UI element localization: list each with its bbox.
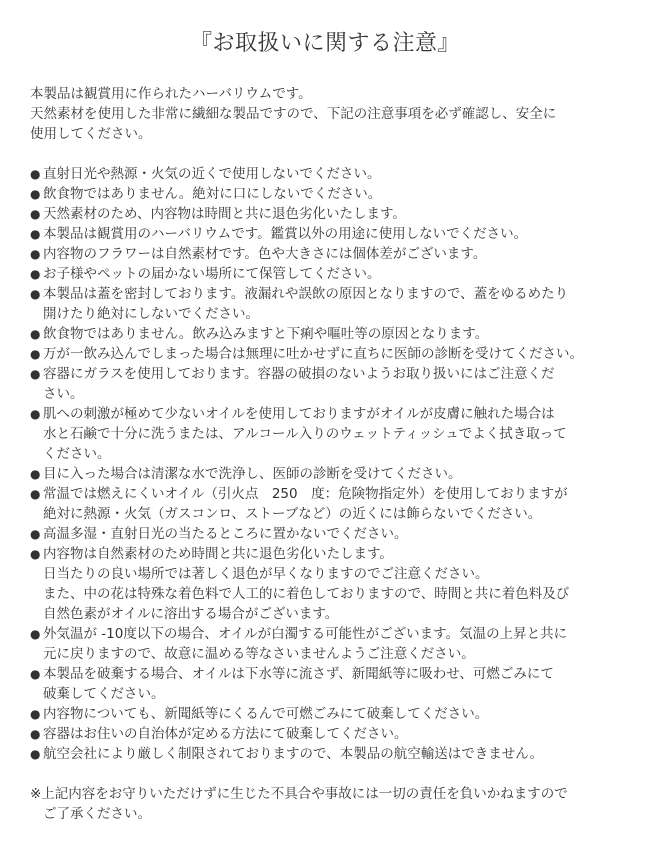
caution-text [43,744,620,764]
caution-item [30,284,620,324]
caution-line: 内容物のフラワーは自然素材です。色や大きさには個体差がございます。 [43,246,487,262]
caution-line: 水と石鹸で十分に洗うまたは、アルコール入りのウェットティッシュでよく拭き取って [43,426,567,442]
caution-line: 外気温が -10度以下の場合、オイルが白濁する可能性がございます。気温の上昇と共に [43,626,568,642]
caution-line: 肌への刺激が極めて少ないオイルを使用しておりますがオイルが皮膚に触れた場合は [43,406,555,422]
caution-item [30,264,620,284]
caution-text [43,264,620,284]
caution-text [43,184,620,204]
intro-paragraph [30,84,620,144]
bullet-icon: ● [30,747,41,761]
caution-item [30,184,620,204]
caution-text [43,704,620,724]
caution-line: 容器にガラスを使用しております。容器の破損のないようお取り扱いにはご注意くだ [43,366,555,382]
caution-line: さい。 [43,386,84,402]
caution-item [30,244,620,264]
caution-line: 目に入った場合は清潔な水で洗浄し、医師の診断を受けてください。 [43,466,462,482]
caution-line: 元に戻りますので、故意に温める等なさいませんようご注意ください。 [43,646,475,662]
disclaimer-line: ※上記内容をお守りいただけずに生じた不具合や事故には一切の責任を負いかねますので [30,786,568,802]
caution-item [30,324,620,344]
bullet-icon: ● [30,547,41,561]
caution-line: 本製品は観賞用のハーバリウムです。鑑賞以外の用途に使用しないでください。 [43,226,528,242]
caution-line: 破棄してください。 [43,686,165,702]
caution-line: 本製品は蓋を密封しております。液漏れや誤飲の原因となりますので、蓋をゆるめたり [43,286,569,302]
intro-line: 使用してください。 [30,126,152,142]
bullet-icon: ● [30,407,41,421]
intro-line: 天然素材を使用した非常に繊細な製品ですので、下記の注意事項を必ず確認し、安全に [30,106,557,122]
caution-line: 高温多湿・直射日光の当たるところに置かないでください。 [43,526,408,542]
bullet-icon: ● [30,487,41,501]
caution-item [30,404,620,464]
caution-item [30,464,620,484]
caution-item [30,544,620,624]
bullet-icon: ● [30,627,41,641]
caution-text [43,524,620,544]
caution-text [43,484,620,524]
intro-line: 本製品は観賞用に作られたハーバリウムです。 [30,86,312,102]
bullet-icon: ● [30,347,41,361]
bullet-icon: ● [30,667,41,681]
bullet-icon: ● [30,187,41,201]
caution-line: 常温では燃えにくいオイル（引火点 250 度：危険物指定外）を使用しておりますが [43,486,568,502]
bullet-icon: ● [30,727,41,741]
caution-line: 万が一飲み込んでしまった場合は無理に吐かせずに直ちに医師の診断を受けてください。 [43,346,583,362]
caution-text [43,404,620,464]
bullet-icon: ● [30,227,41,241]
caution-text [43,664,620,704]
bullet-icon: ● [30,467,41,481]
caution-text [43,724,620,744]
caution-line: 飲食物ではありません。絶対に口にしないでください。 [43,186,382,202]
caution-line: 本製品を破棄する場合、オイルは下水等に流さず、新聞紙等に吸わせ、可燃ごみにて [43,666,554,682]
caution-text [43,464,620,484]
caution-text [43,204,620,224]
caution-list [30,164,620,764]
caution-text [43,284,620,324]
bullet-icon: ● [30,267,41,281]
caution-line: 絶対に熱源・火気（ガスコンロ、ストーブなど）の近くには飾らないでください。 [43,506,542,522]
caution-line: ください。 [43,446,111,462]
caution-item [30,364,620,404]
caution-line: 天然素材のため、内容物は時間と共に退色劣化いたします。 [43,206,406,222]
caution-item [30,484,620,524]
caution-item [30,704,620,724]
caution-line: 内容物は自然素材のため時間と共に退色劣化いたします。 [43,546,393,562]
caution-text [43,364,620,404]
caution-text [43,344,620,364]
bullet-icon: ● [30,367,41,381]
caution-item [30,624,620,664]
caution-item [30,224,620,244]
caution-text [43,224,620,244]
bullet-icon: ● [30,167,41,181]
caution-text [43,324,620,344]
caution-line: 直射日光や熱源・火気の近くで使用しないでください。 [43,166,381,182]
caution-line: また、中の花は特殊な着色料で人工的に着色しておりますので、時間と共に着色料及び [43,586,570,602]
bullet-icon: ● [30,707,41,721]
caution-text [43,244,620,264]
page-title: 『お取扱いに関する注意』 [189,31,460,56]
bullet-icon: ● [30,247,41,261]
caution-text [43,164,620,184]
caution-item [30,204,620,224]
caution-line: 飲食物ではありません。飲み込みますと下痢や嘔吐等の原因となります。 [43,326,489,342]
caution-item [30,664,620,704]
caution-item [30,744,620,764]
caution-line: お子様やペットの届かない場所にて保管してください。 [43,266,381,282]
caution-text [43,544,620,624]
disclaimer [30,784,620,824]
bullet-icon: ● [30,207,41,221]
disclaimer-line: ご了承ください。 [43,806,151,822]
caution-line: 自然色素がオイルに溶出する場合がございます。 [43,606,339,622]
caution-item [30,524,620,544]
caution-text [43,624,620,664]
caution-line: 容器はお住いの自治体が定める方法にて破棄してください。 [43,726,408,742]
bullet-icon: ● [30,327,41,341]
caution-item [30,344,620,364]
caution-line: 開けたり絶対にしないでください。 [43,306,259,322]
caution-line: 内容物についても、新聞紙等にくるんで可燃ごみにて破棄してください。 [43,706,489,722]
caution-line: 航空会社により厳しく制限されておりますので、本製品の航空輸送はできません。 [43,746,544,762]
bullet-icon: ● [30,527,41,541]
caution-item [30,724,620,744]
bullet-icon: ● [30,287,41,301]
caution-item [30,164,620,184]
caution-line: 日当たりの良い場所では著しく退色が早くなりますのでご注意ください。 [43,566,489,582]
